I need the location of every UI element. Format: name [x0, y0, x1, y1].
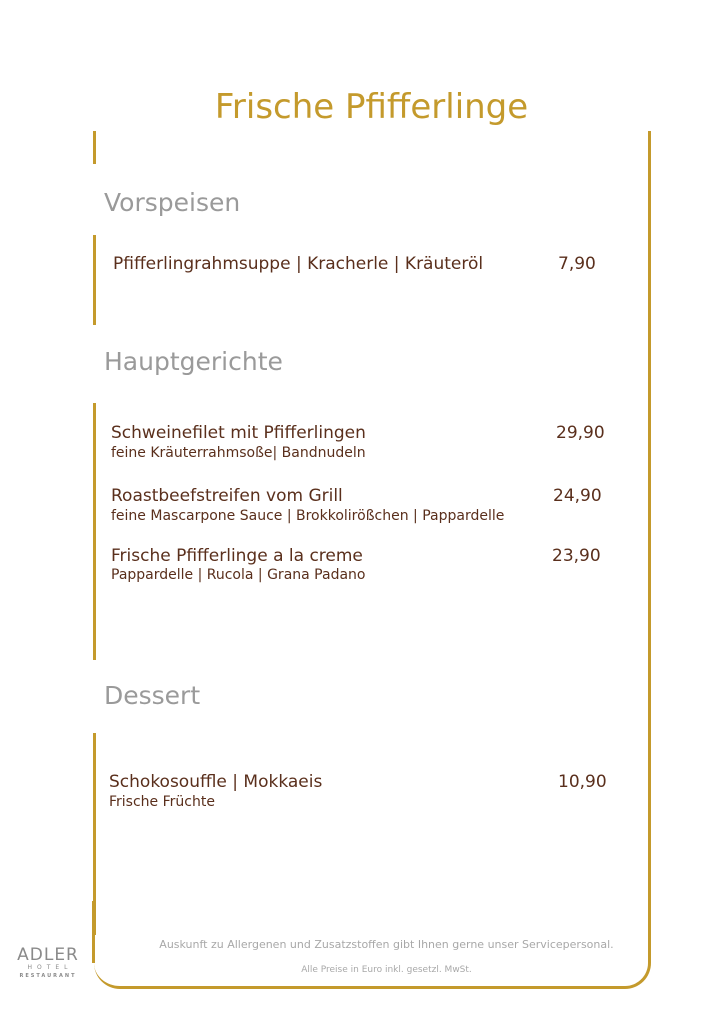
menu-item-name: Schweinefilet mit Pfifferlingen	[111, 423, 366, 443]
divider-bar	[93, 131, 96, 164]
menu-title: Frische Pfifferlinge	[214, 86, 529, 127]
section-title-hauptgerichte: Hauptgerichte	[104, 347, 283, 376]
menu-item-description: Frische Früchte	[109, 794, 215, 810]
menu-item-name: Roastbeefstreifen vom Grill	[111, 486, 343, 506]
price-note: Alle Preise in Euro inkl. gesetzl. MwSt.	[301, 965, 472, 975]
menu-item-name: Schokosouffle | Mokkaeis	[109, 772, 323, 792]
menu-item-price: 7,90	[558, 254, 596, 274]
menu-item-name: Frische Pfifferlinge a la creme	[111, 546, 363, 566]
menu-item-description: Pappardelle | Rucola | Grana Padano	[111, 567, 366, 583]
section-title-vorspeisen: Vorspeisen	[104, 188, 241, 217]
section-title-dessert: Dessert	[104, 681, 201, 710]
menu-item-name: Pfifferlingrahmsuppe | Kracherle | Kräuteröl	[113, 254, 484, 274]
menu-item-price: 29,90	[556, 423, 605, 443]
logo-line2: RESTAURANT	[19, 973, 77, 979]
divider-bar	[93, 733, 96, 935]
logo-name: ADLER	[17, 945, 79, 965]
menu-item-price: 24,90	[553, 486, 602, 506]
menu-item-description: feine Mascarpone Sauce | Brokkolirößchen | Pappardelle	[111, 508, 505, 524]
menu-item-price: 23,90	[552, 546, 601, 566]
allergen-note: Auskunft zu Allergenen und Zusatzstoffen gibt Ihnen gerne unser Servicepersonal.	[159, 938, 614, 951]
divider-bar	[93, 235, 96, 325]
logo-line1: HOTEL	[27, 964, 73, 971]
menu-item-description: feine Kräuterrahmsoße| Bandnudeln	[111, 445, 366, 461]
adler-logo	[13, 946, 83, 980]
divider-bar	[93, 403, 96, 660]
menu-item-price: 10,90	[558, 772, 607, 792]
